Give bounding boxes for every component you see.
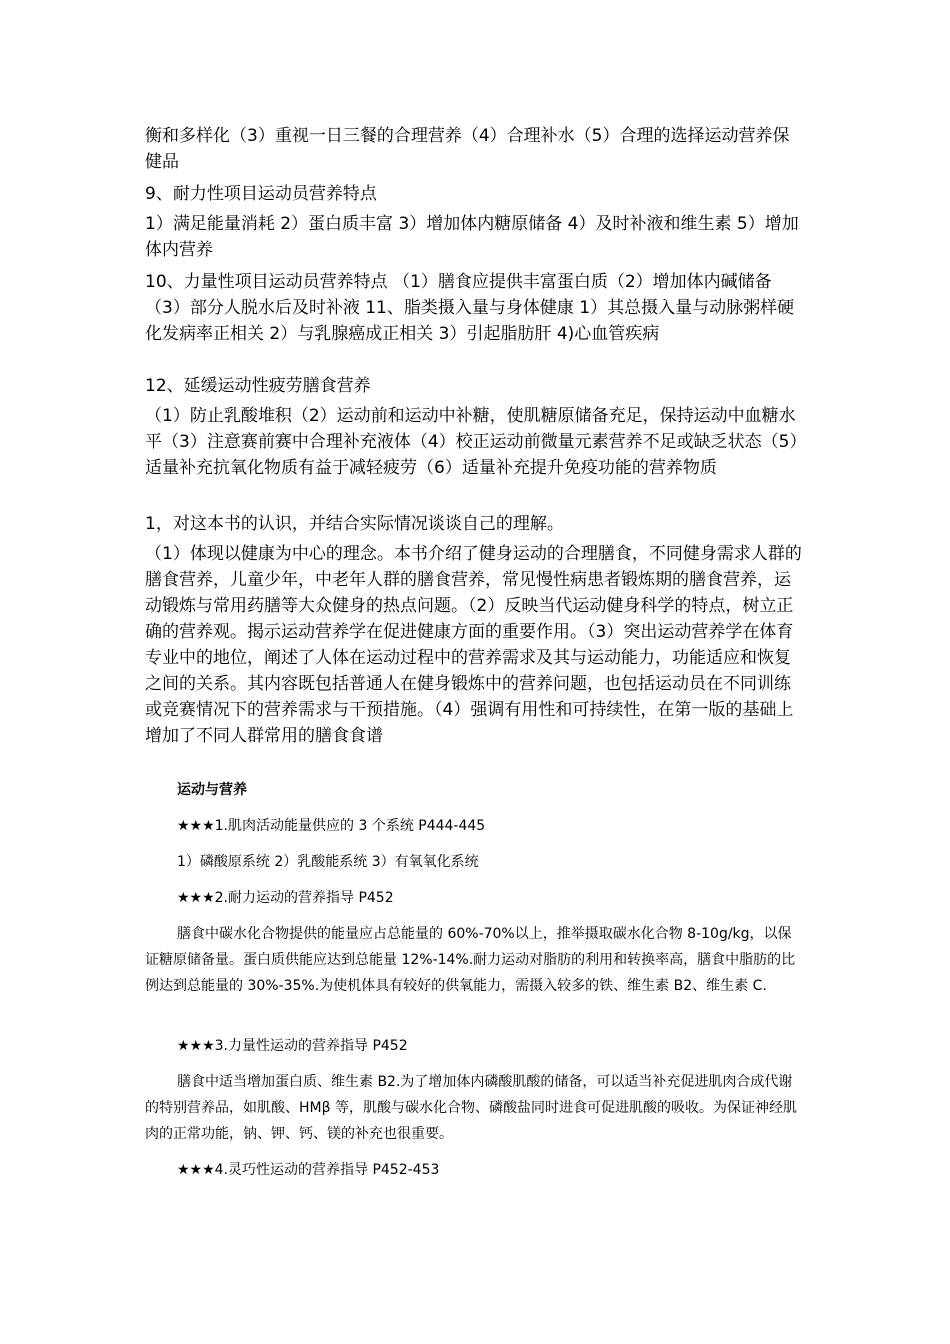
item-energy-systems-answer: 1）磷酸原系统 2）乳酸能系统 3）有氧氧化系统	[177, 854, 479, 870]
paragraph-book-understanding: （1）体现以健康为中心的理念。本书介绍了健身运动的合理膳食，不同健身需求人群的膳食营养，儿童少年，中老年人群的膳食营养，常见慢性病患者锻炼期的膳食营养，运动锻炼与常用药膳等大众健身的热点问题。（2）反映当代运动健身科学的特点，树立正确的营养观。揭示运动营养学在促进健康方面的重要作用。（3）突出运动营养学在体育专业中的地位，阐述了人体在运动过程中的营养需求及其与运动能力，功能适应和恢复之间的关系。其内容既包括普通人在健身锻炼中的营养问题，也包括运动员在不同训练或竞赛情况下的营养需求与干预措施。（4）强调有用性和可持续性，在第一版的基础上增加了不同人群常用的膳食食谱	[145, 544, 802, 746]
item-agility-guidance: ★★★4.灵巧性运动的营养指导 P452-453	[177, 1162, 440, 1178]
heading-fatigue-nutrition: 12、延缓运动性疲劳膳食营养	[145, 376, 371, 396]
item-strength-guidance: ★★★3.力量性运动的营养指导 P452	[177, 1038, 408, 1054]
heading-endurance-athletes: 9、耐力性项目运动员营养特点	[145, 184, 377, 204]
item-endurance-guidance: ★★★2.耐力运动的营养指导 P452	[177, 890, 394, 906]
paragraph-diet-principles: 衡和多样化（3）重视一日三餐的合理营养（4）合理补水（5）合理的选择运动营养保健品	[145, 126, 790, 172]
item-energy-systems: ★★★1.肌肉活动能量供应的 3 个系统 P444-445	[177, 818, 486, 834]
paragraph-endurance-features: 1）满足能量消耗 2）蛋白质丰富 3）增加体内糖原储备 4）及时补液和维生素 5）增加体内营养	[145, 214, 799, 260]
paragraph-endurance-guidance: 膳食中碳水化合物提供的能量应占总能量的 60%-70%以上，推举摄取碳水化合物 8-10g/kg，以保证糖原储备量。蛋白质供能应达到总能量 12%-14%.耐力运动对脂肪的利用和转换率高，膳食中脂肪的比例达到总能量的 30%-35%.为使机体具有较好的供氧能力，需摄入较多的铁、维生素 B2、维生素 C.	[145, 926, 796, 994]
section-title: 运动与营养	[177, 782, 247, 798]
paragraph-strength-guidance: 膳食中适当增加蛋白质、维生素 B2.为了增加体内磷酸肌酸的储备，可以适当补充促进肌肉合成代谢的特别营养品，如肌酸、HMβ 等，肌酸与碳水化合物、磷酸盐同时进食可促进肌酸的吸收。为保证神经肌肉的正常功能，钠、钾、钙、镁的补充也很重要。	[145, 1074, 797, 1142]
paragraph-strength-and-fat: 10、力量性项目运动员营养特点 （1）膳食应提供丰富蛋白质（2）增加体内碱储备（3）部分人脱水后及时补液 11、脂类摄入量与身体健康 1）其总摄入量与动脉粥样硬化发病率正相关 2）与乳腺癌成正相关 3）引起脂肪肝 4)心血管疾病	[145, 272, 795, 344]
question-book-understanding: 1，对这本书的认识，并结合实际情况谈谈自己的理解。	[145, 514, 564, 534]
paragraph-fatigue-measures: （1）防止乳酸堆积（2）运动前和运动中补糖，使肌糖原储备充足，保持运动中血糖水平（3）注意赛前赛中合理补充液体（4）校正运动前微量元素营养不足或缺乏状态（5）适量补充抗氧化物质有益于减轻疲劳（6）适量补充提升免疫功能的营养物质	[145, 406, 798, 478]
